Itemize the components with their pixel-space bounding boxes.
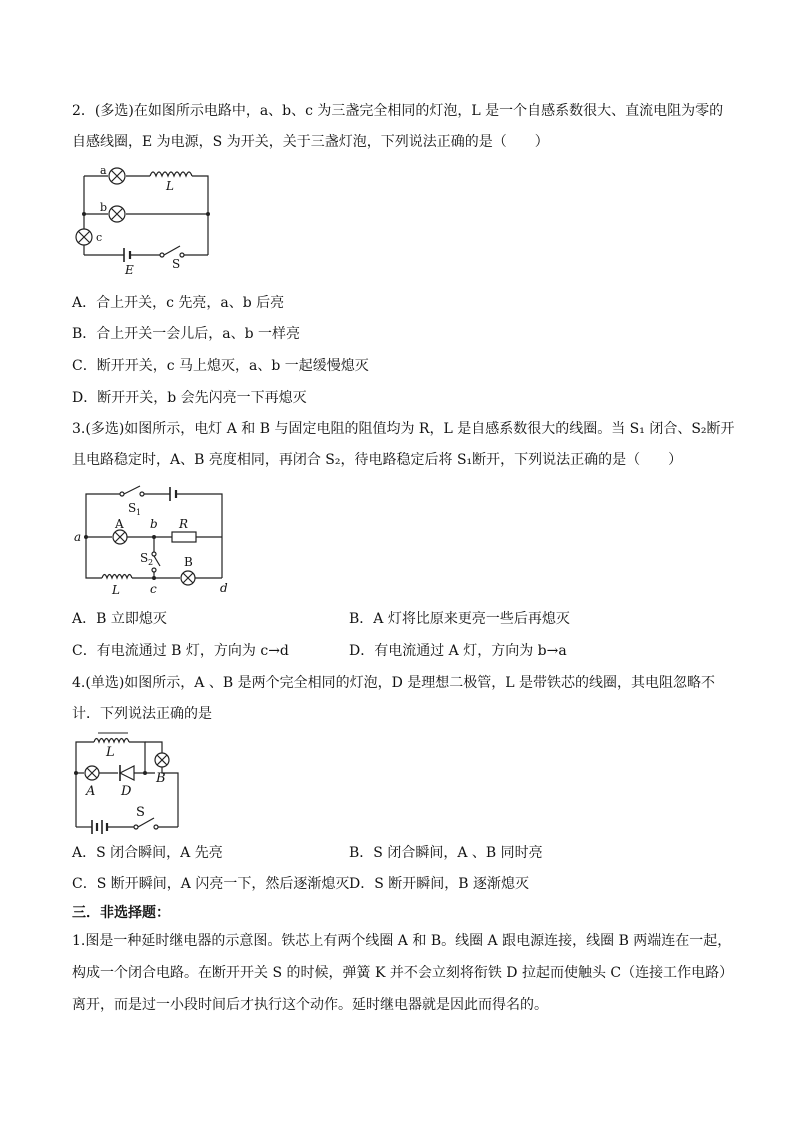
q2-label-a: a [100,164,107,177]
q2-label-L: L [166,179,174,193]
s3-q1-line3: 离开，而是过一小段时间后才执行这个动作。延时继电器就是因此而得名的。 [72,997,548,1013]
q4-option-a: A．S 闭合瞬间，A 先亮 [72,845,223,861]
q4-option-d: D．S 断开瞬间，B 逐渐熄灭 [349,876,530,892]
q2-label-E: E [125,263,134,277]
q2-option-c: C．断开开关，c 马上熄灭，a、b 一起缓慢熄灭 [72,358,369,374]
q4-option-c: C．S 断开瞬间，A 闪亮一下，然后逐渐熄灭 [72,876,350,892]
q3-label-b: b [150,517,158,531]
q2-stem-line1: 2．(多选)在如图所示电路中，a、b、c 为三盏完全相同的灯泡，L 是一个自感系数很大、直流电阻为零的 [72,103,724,119]
q3-label-S2-sub: 2 [148,558,154,567]
q3-label-a: a [74,530,82,544]
q4-stem-line2: 计．下列说法正确的是 [72,706,212,722]
q4-label-D: D [121,784,132,799]
q3-label-S1-sub: 1 [136,508,142,517]
q2-label-c: c [96,231,103,244]
q2-option-d: D．断开开关，b 会先闪亮一下再熄灭 [72,390,307,406]
q2-label-S: S [172,257,181,271]
q3-label-A: A [115,517,124,531]
q3-stem-line2: 且电路稳定时，A、B 亮度相同，再闭合 S₂，待电路稳定后将 S₁断开，下列说法正确的是（ ） [72,452,683,468]
q3-label-S2: S [140,551,149,565]
s3-q1-line1: 1.图是一种延时继电器的示意图。铁芯上有两个线圈 A 和 B。线圈 A 跟电源连接，线圈 B 两端连在一起， [72,933,732,949]
q3-label-S1: S [128,501,137,515]
q3-option-d: D．有电流通过 A 灯，方向为 b→a [349,643,567,659]
q2-option-a: A．合上开关，c 先亮，a、b 后亮 [72,295,285,311]
s3-q1-line2: 构成一个闭合电路。在断开开关 S 的时候，弹簧 K 并不会立刻将衔铁 D 拉起而使触头 C（连接工作电路） [72,965,734,981]
q3-option-b: B．A 灯将比原来更亮一些后再熄灭 [349,611,570,627]
q2-label-b: b [100,201,108,214]
q4-label-B: B [156,771,166,786]
q3-stem-line1: 3.(多选)如图所示，电灯 A 和 B 与固定电阻的阻值均为 R，L 是自感系数很大的线圈。当 S₁ 闭合、S₂断开 [72,421,735,437]
q3-option-c: C．有电流通过 B 灯，方向为 c→d [72,643,289,659]
q3-label-c: c [150,582,157,596]
q3-label-B: B [184,555,193,569]
q4-stem-line1: 4.(单选)如图所示，A 、B 是两个完全相同的灯泡，D 是理想二极管，L 是带铁芯的线圈，其电阻忽略不 [72,675,715,691]
q3-label-L: L [112,583,120,597]
q4-label-S: S [136,805,145,820]
q4-label-L: L [106,745,115,760]
section-heading: 三．非选择题： [72,905,170,921]
q3-label-d: d [220,581,228,595]
q3-label-R: R [179,517,189,531]
q4-label-A: A [86,784,96,799]
q2-stem-line2: 自感线圈，E 为电源，S 为开关，关于三盏灯泡，下列说法正确的是（ ） [72,134,549,150]
q3-option-a: A．B 立即熄灭 [72,611,167,627]
q4-option-b: B．S 闭合瞬间，A 、B 同时亮 [349,845,543,861]
q2-option-b: B．合上开关一会儿后，a、b 一样亮 [72,326,301,342]
